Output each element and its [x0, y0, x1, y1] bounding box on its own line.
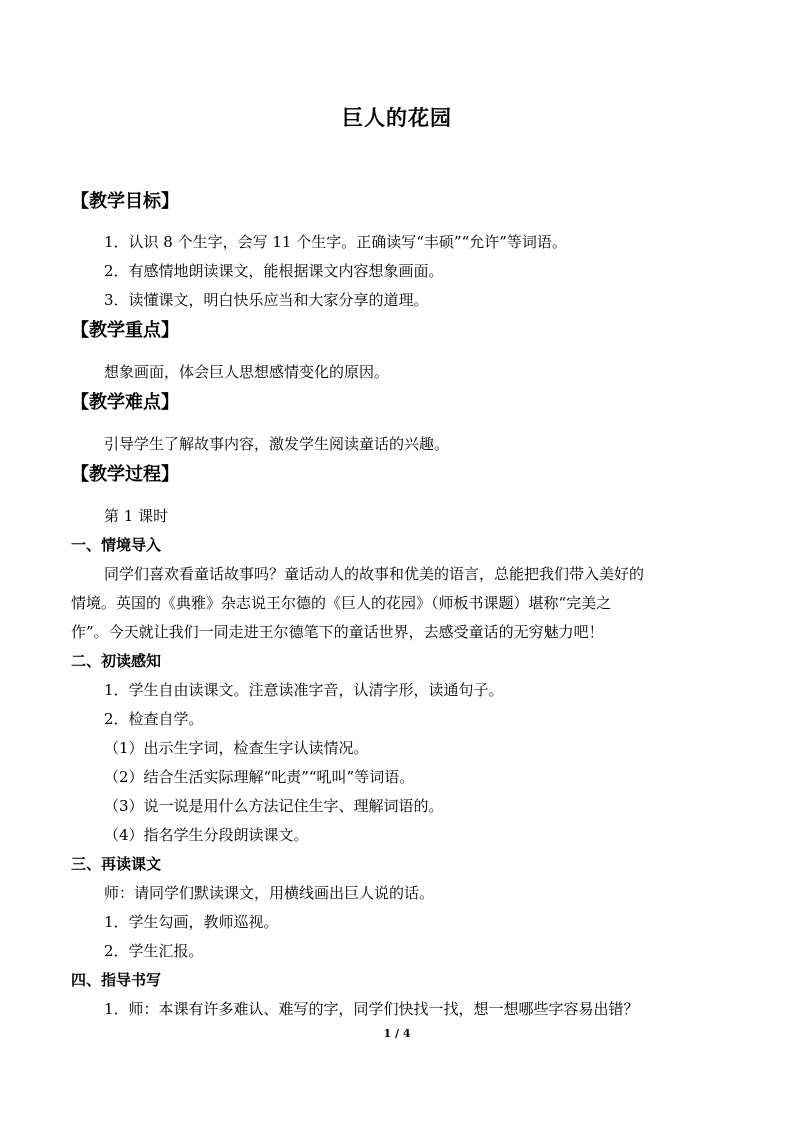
part2-subitem: （2）结合生活实际理解“叱责”“吼叫”等词语。: [104, 768, 415, 786]
objective-item: 3．读懂课文，明白快乐应当和大家分享的道理。: [104, 291, 429, 309]
document-title: 巨人的花园: [342, 105, 452, 130]
part2-subitem: （3）说一说是用什么方法记住生字、理解词语的。: [104, 797, 444, 815]
part3-heading: 三、再读课文: [71, 855, 162, 873]
objective-item: 2．有感情地朗读课文，能根据课文内容想象画面。: [104, 262, 444, 280]
part1-paragraph-line: 情境。英国的《典雅》杂志说王尔德的《巨人的花园》（师板书课题）堪称“完美之: [71, 594, 612, 612]
part3-item: 1．学生勾画，教师巡视。: [104, 913, 279, 931]
part2-item: 2．检查自学。: [104, 710, 204, 728]
lesson-label: 第 1 课时: [104, 507, 169, 525]
difficulties-text: 引导学生了解故事内容，激发学生阅读童话的兴趣。: [104, 435, 450, 453]
part1-paragraph-line: 同学们喜欢看童话故事吗？童话动人的故事和优美的语言，总能把我们带入美好的: [104, 565, 645, 583]
process-heading: 【教学过程】: [71, 464, 179, 485]
part2-item: 1．学生自由读课文。注意读准字音，认清字形，读通句子。: [104, 681, 504, 699]
part1-paragraph-line: 作”。今天就让我们一同走进王尔德笔下的童话世界，去感受童话的无穷魅力吧！: [71, 623, 604, 641]
key-points-heading: 【教学重点】: [71, 320, 179, 341]
part3-item: 2．学生汇报。: [104, 942, 204, 960]
part4-heading: 四、指导书写: [71, 971, 162, 989]
difficulties-heading: 【教学难点】: [71, 392, 179, 413]
page-number: 1 / 4: [383, 1027, 411, 1040]
part1-heading: 一、情境导入: [71, 536, 162, 554]
objectives-heading: 【教学目标】: [71, 191, 179, 212]
part4-item: 1．师：本课有许多难认、难写的字，同学们快找一找，想一想哪些字容易出错？: [104, 1000, 639, 1018]
part3-item: 师：请同学们默读课文，用横线画出巨人说的话。: [104, 884, 435, 902]
part2-subitem: （4）指名学生分段朗读课文。: [104, 826, 309, 844]
part2-subitem: （1）出示生字词，检查生字认读情况。: [104, 739, 369, 757]
objective-item: 1．认识 8 个生字，会写 11 个生字。正确读写“丰硕”“允许”等词语。: [104, 233, 567, 251]
part2-heading: 二、初读感知: [71, 652, 162, 670]
key-points-text: 想象画面，体会巨人思想感情变化的原因。: [104, 363, 390, 381]
